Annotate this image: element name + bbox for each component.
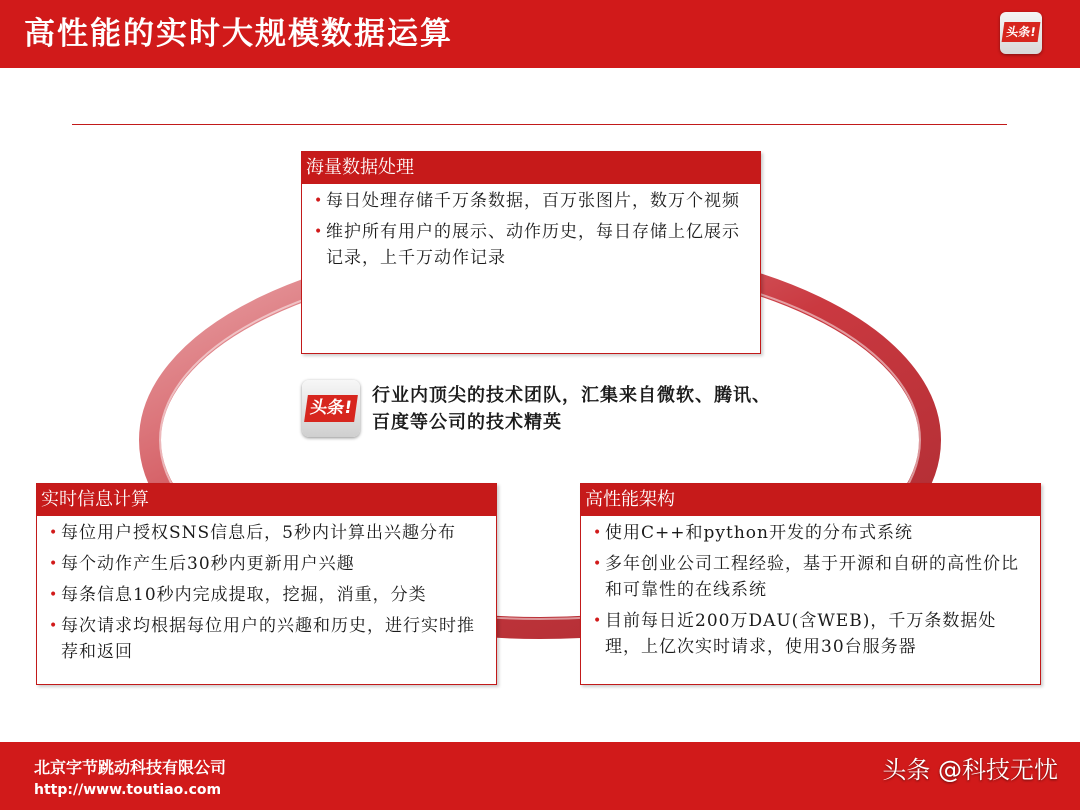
footer-watermark: 头条 @科技无忧 bbox=[882, 756, 1058, 784]
list-item: • 多年创业公司工程经验，基于开源和自研的高性价比和可靠性的在线系统 bbox=[595, 551, 1030, 603]
footer-url-link[interactable]: http://www.toutiao.com bbox=[34, 782, 222, 798]
realtime-compute-panel bbox=[36, 483, 497, 685]
list-item: • 每个动作产生后30秒内更新用户兴趣 bbox=[51, 551, 486, 577]
architecture-list bbox=[581, 516, 1040, 660]
list-item: • 使用C++和python开发的分布式系统 bbox=[595, 520, 1030, 546]
team-logo-text: 头条! bbox=[304, 395, 358, 422]
list-item: • 维护所有用户的展示、动作历史，每日存储上亿展示记录，上千万动作记录 bbox=[316, 219, 750, 271]
massive-data-title: 海量数据处理 bbox=[302, 152, 760, 184]
list-item: • 每次请求均根据每位用户的兴趣和历史，进行实时推荐和返回 bbox=[51, 613, 486, 665]
team-description: 行业内顶尖的技术团队，汇集来自微软、腾讯、百度等公司的技术精英 bbox=[372, 385, 771, 433]
slide-title: 高性能的实时大规模数据运算 bbox=[24, 16, 453, 52]
architecture-panel bbox=[580, 483, 1041, 685]
list-item: • 每日处理存储千万条数据，百万张图片，数万个视频 bbox=[316, 188, 750, 214]
realtime-compute-title: 实时信息计算 bbox=[37, 484, 496, 516]
toutiao-team-logo-icon bbox=[302, 380, 360, 437]
massive-data-panel bbox=[301, 151, 761, 354]
realtime-compute-list bbox=[37, 516, 496, 665]
list-item: • 目前每日近200万DAU(含WEB)，千万条数据处理，上亿次实时请求，使用30台服务器 bbox=[595, 608, 1030, 660]
massive-data-list bbox=[302, 184, 760, 271]
architecture-title: 高性能架构 bbox=[581, 484, 1040, 516]
header-logo-text: 头条! bbox=[1002, 22, 1041, 42]
list-item: • 每位用户授权SNS信息后，5秒内计算出兴趣分布 bbox=[51, 520, 486, 546]
footer-company-name: 北京字节跳动科技有限公司 bbox=[34, 758, 227, 777]
list-item: • 每条信息10秒内完成提取，挖掘，消重，分类 bbox=[51, 582, 486, 608]
